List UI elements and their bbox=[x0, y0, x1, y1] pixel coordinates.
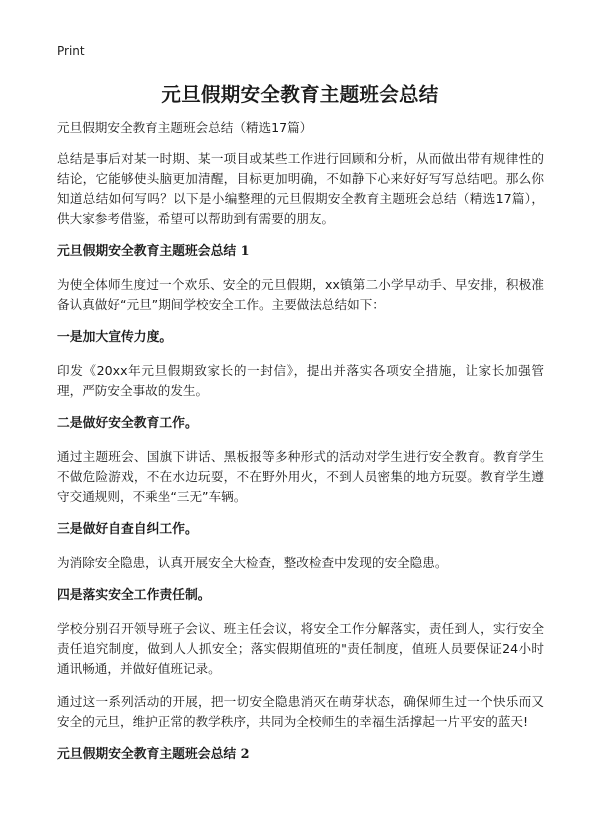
section-1-heading: 元旦假期安全教育主题班会总结 1 bbox=[57, 244, 250, 259]
point-3-text: 为消除安全隐患，认真开展安全大检查，整改检查中发现的安全隐患。 bbox=[57, 555, 448, 570]
point-2-text: 通过主题班会、国旗下讲话、黑板报等多种形式的活动对学生进行安全教育。教育学生不做危险游戏，不在水边玩耍，不在野外用火，不到人员密集的地方玩耍。教育学生遵守交通规则，不乘坐“三无”车辆。 bbox=[57, 449, 544, 504]
point-4-heading: 四是落实安全工作责任制。 bbox=[57, 588, 211, 603]
article-subtitle: 元旦假期安全教育主题班会总结（精选17篇） bbox=[57, 120, 313, 135]
section-1-closing: 通过这一系列活动的开展，把一切安全隐患消灭在萌芽状态，确保师生过一个快乐而又安全的元旦，维护正常的教学秩序，共同为全校师生的幸福生活撑起一片平安的蓝天! bbox=[57, 694, 544, 729]
article-body bbox=[57, 118, 544, 778]
page-title: 元旦假期安全教育主题班会总结 bbox=[161, 83, 439, 106]
point-1-heading: 一是加大宣传力度。 bbox=[57, 330, 173, 345]
point-4-text: 学校分别召开领导班子会议、班主任会议，将安全工作分解落实，责任到人，实行安全责任追究制度，做到人人抓安全；落实假期值班的"责任制度，值班人员要保证24小时通讯畅通，并做好值班记录。 bbox=[57, 621, 544, 676]
section-1-opening: 为使全体师生度过一个欢乐、安全的元旦假期，xx镇第二小学早动手、早安排，积极准备认真做好“元旦”期间学校安全工作。主要做法总结如下： bbox=[57, 277, 544, 312]
section-2-heading: 元旦假期安全教育主题班会总结 2 bbox=[57, 747, 250, 762]
intro-paragraph: 总结是事后对某一时期、某一项目或某些工作进行回顾和分析，从而做出带有规律性的结论，它能够使头脑更加清醒，目标更加明确，不如静下心来好好写写总结吧。那么你知道总结如何写吗？以下是小编整理的元旦假期安全教育主题班会总结（精选17篇），供大家参考借鉴，希望可以帮助到有需要的朋友。 bbox=[57, 151, 544, 226]
print-link[interactable]: Print bbox=[57, 44, 85, 58]
point-3-heading: 三是做好自查自纠工作。 bbox=[57, 522, 198, 537]
point-1-text: 印发《20xx年元旦假期致家长的一封信》，提出并落实各项安全措施，让家长加强管理，严防安全事故的发生。 bbox=[57, 363, 544, 398]
point-2-heading: 二是做好安全教育工作。 bbox=[57, 416, 198, 431]
